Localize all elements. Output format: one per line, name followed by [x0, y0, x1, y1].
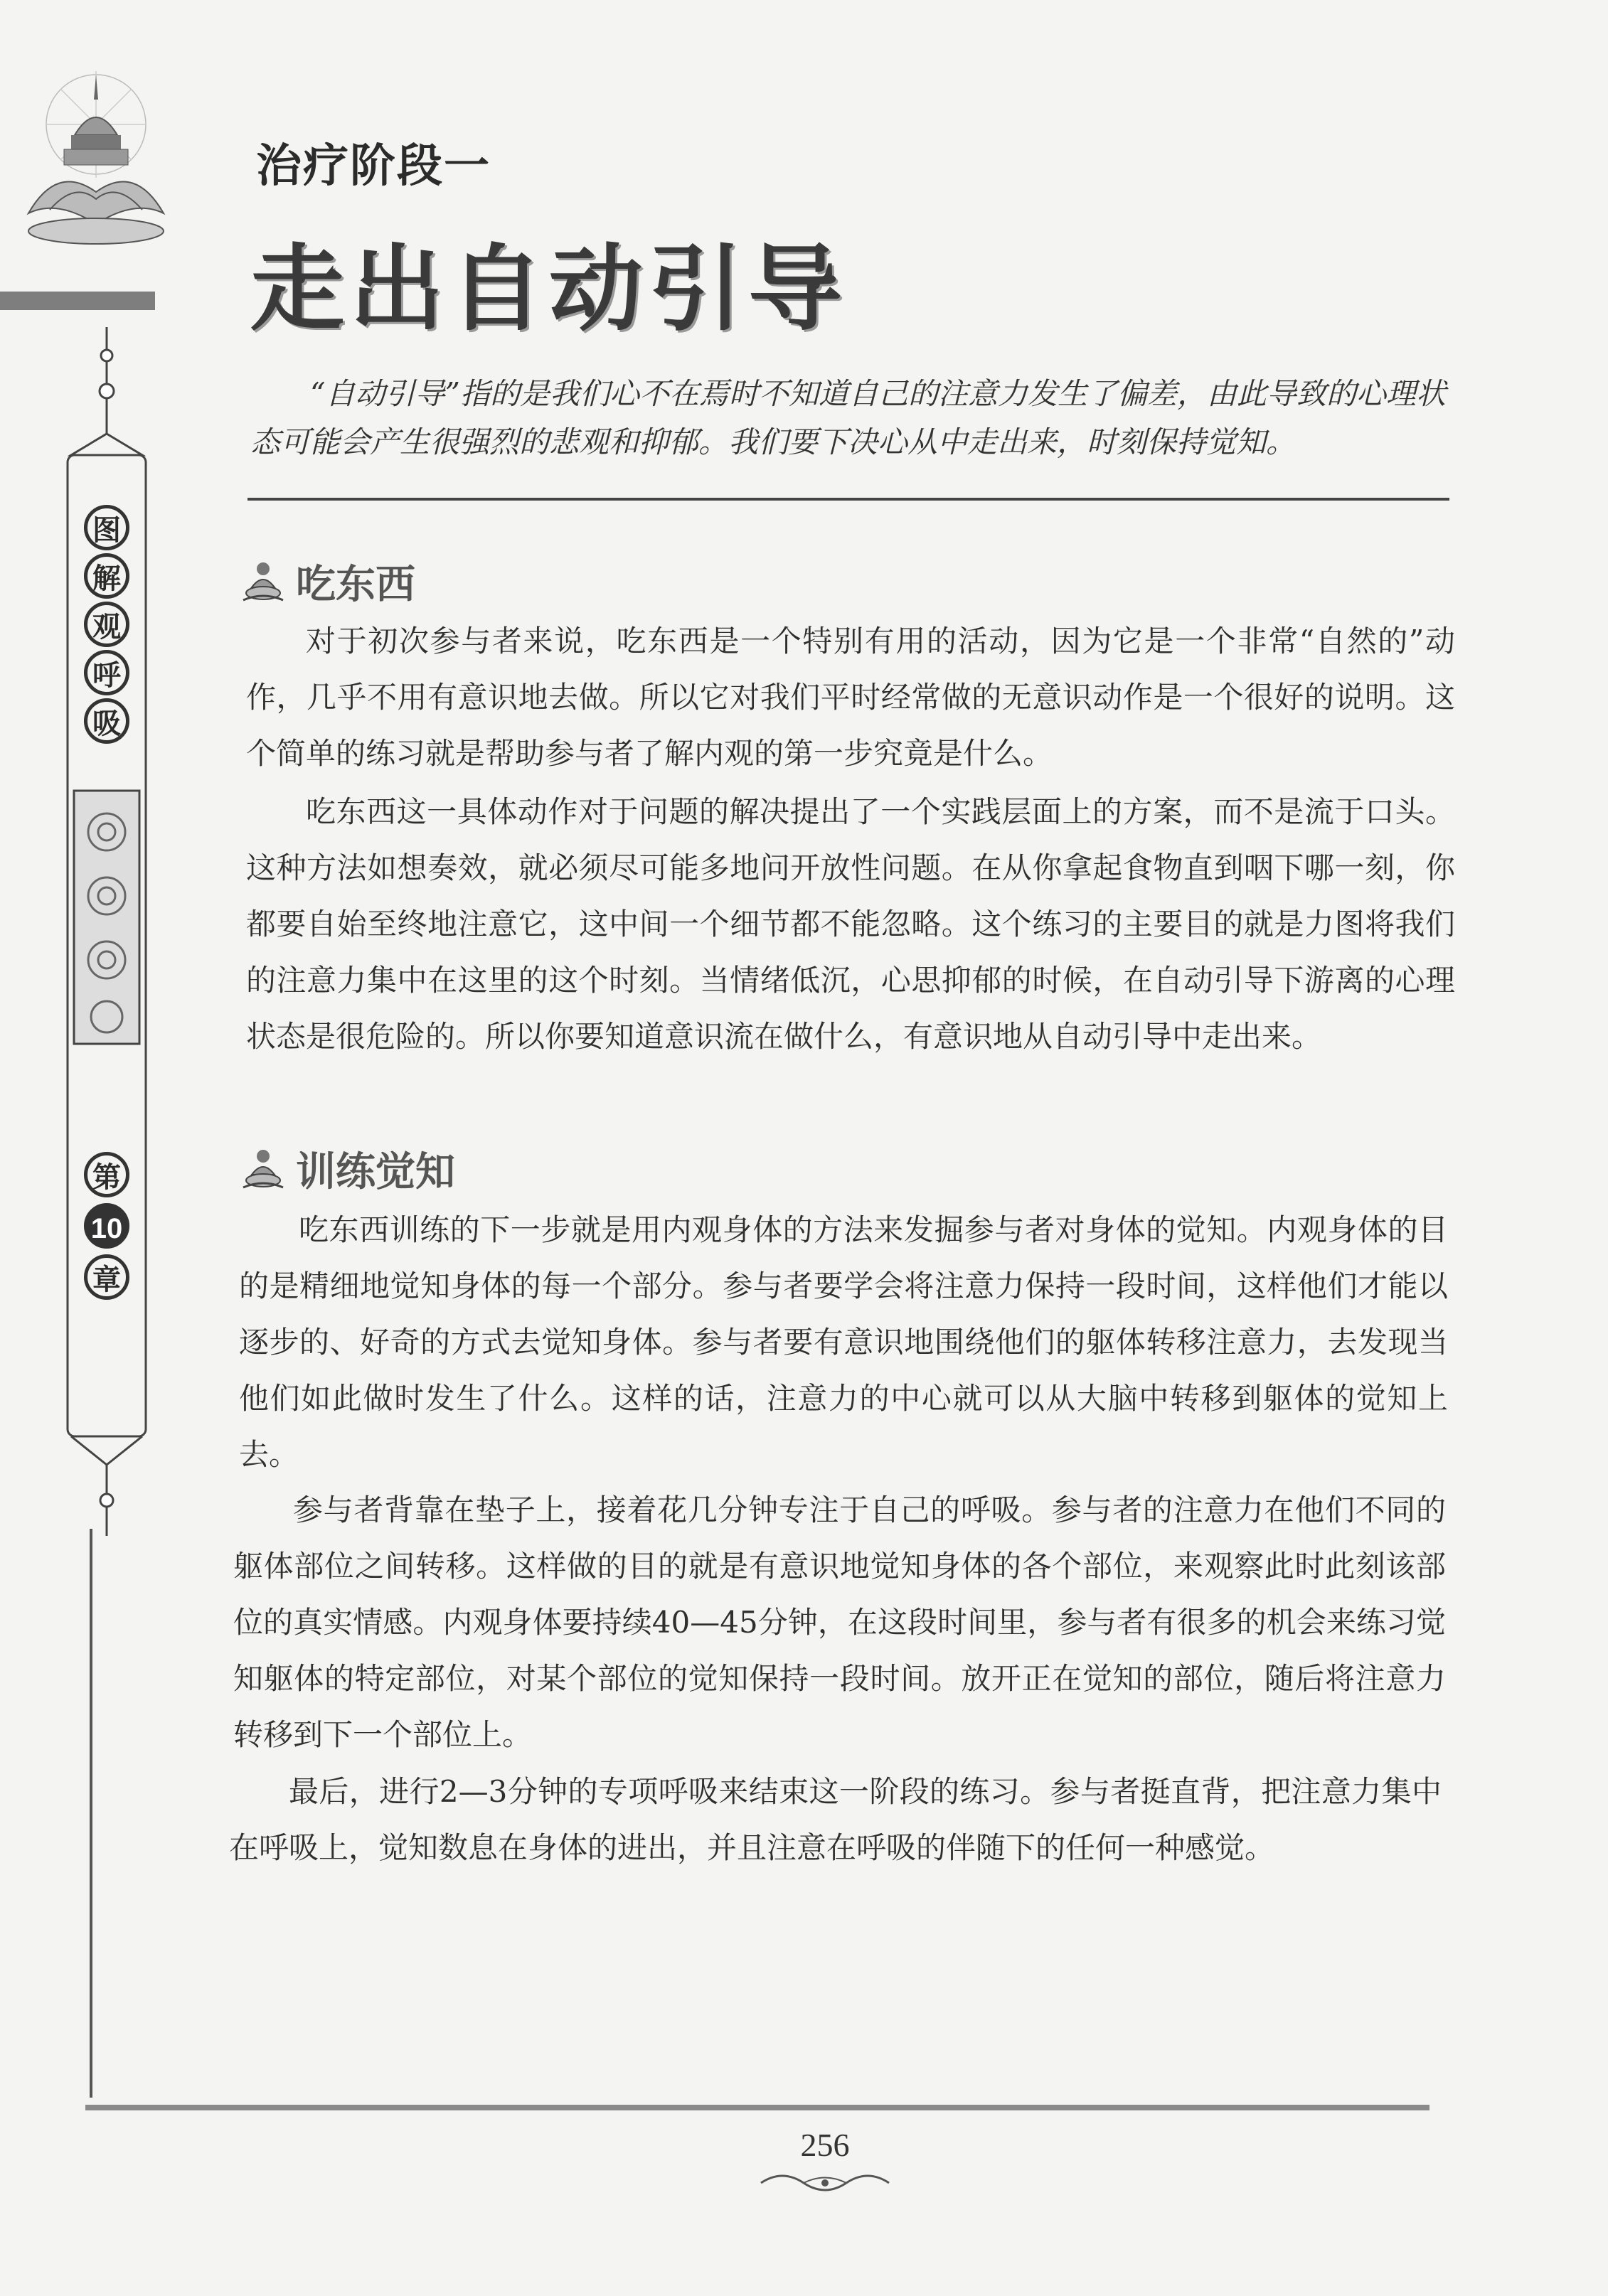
intro-divider	[247, 498, 1449, 501]
paragraph: 吃东西这一具体动作对于问题的解决提出了一个实践层面上的方案，而不是流于口头。这种方法如想奏效，就必须尽可能多地问开放性问题。在从你拿起食物直到咽下哪一刻，你都要自始至终地注意它，这中间一个细节都不能忽略。这个练习的主要目的就是力图将我们的注意力集中在这里的这个时刻。当情绪低沉，心思抑郁的时候，在自动引导下游离的心理状态是很危险的。所以你要知道意识流在做什么，有意识地从自动引导中走出来。	[246, 794, 1455, 1054]
page-number-ornament	[754, 2169, 896, 2197]
meditating-buddha-icon	[240, 559, 286, 604]
intro-paragraph: “自动引导”指的是我们心不在焉时不知道自己的注意力发生了偏差，由此导致的心理状态可能会产生很强烈的悲观和抑郁。我们要下决心从中走出来，时刻保持觉知。	[250, 376, 1446, 459]
stage-label: 治疗阶段一	[256, 140, 491, 193]
floral-pattern-panel	[73, 789, 141, 1045]
sidebar-chapter-char: 章	[84, 1254, 129, 1300]
page-number: 256	[800, 2127, 850, 2163]
sidebar-book-char: 观	[84, 602, 129, 647]
paragraph: 吃东西训练的下一步就是用内观身体的方法来发掘参与者对身体的觉知。内观身体的目的是精细地觉知身体的每一个部分。参与者要学会将注意力保持一段时间，这样他们才能以逐步的、好奇的方式去觉知身体。参与者要有意识地围绕他们的躯体转移注意力，去发现当他们如此做时发生了什么。这样的话，注意力的中心就可以从大脑中转移到躯体的觉知上去。	[239, 1212, 1448, 1472]
section-heading-text: 吃东西	[296, 561, 415, 608]
sidebar-chapter-char: 第	[84, 1152, 129, 1197]
stupa-lotus-emblem	[7, 57, 171, 270]
sidebar-chapter-number: 10	[84, 1203, 129, 1249]
paragraph: 最后，进行2—3分钟的专项呼吸来结束这一阶段的练习。参与者挺直背，把注意力集中在呼吸上，觉知数息在身体的进出，并且注意在呼吸的伴随下的任何一种感觉。	[229, 1774, 1442, 1865]
side-header-bar	[0, 292, 155, 310]
section-heading	[240, 1141, 455, 1197]
footer-rule	[85, 2105, 1429, 2110]
section-heading-text: 训练觉知	[296, 1148, 455, 1195]
sidebar-book-char: 吸	[84, 698, 129, 744]
sidebar-book-char: 图	[84, 505, 129, 550]
paragraph: 参与者背靠在垫子上，接着花几分钟专注于自己的呼吸。参与者的注意力在他们不同的躯体部位之间转移。这样做的目的就是有意识地觉知身体的各个部位，来观察此时此刻该部位的真实情感。内观身体要持续40—45分钟，在这段时间里，参与者有很多的机会来练习觉知躯体的特定部位，对某个部位的觉知保持一段时间。放开正在觉知的部位，随后将注意力转移到下一个部位上。	[233, 1493, 1446, 1752]
sidebar-book-char: 呼	[84, 650, 129, 695]
chapter-title: 走出自动引导	[250, 234, 848, 344]
section-heading	[240, 553, 415, 610]
meditating-buddha-icon	[240, 1146, 286, 1192]
paragraph: 对于初次参与者来说，吃东西是一个特别有用的活动，因为它是一个非常“自然的”动作，几乎不用有意识地去做。所以它对我们平时经常做的无意识动作是一个很好的说明。这个简单的练习就是帮助参与者了解内观的第一步究竟是什么。	[246, 624, 1455, 771]
margin-rule	[90, 1529, 92, 2098]
sidebar-book-char: 解	[84, 553, 129, 599]
